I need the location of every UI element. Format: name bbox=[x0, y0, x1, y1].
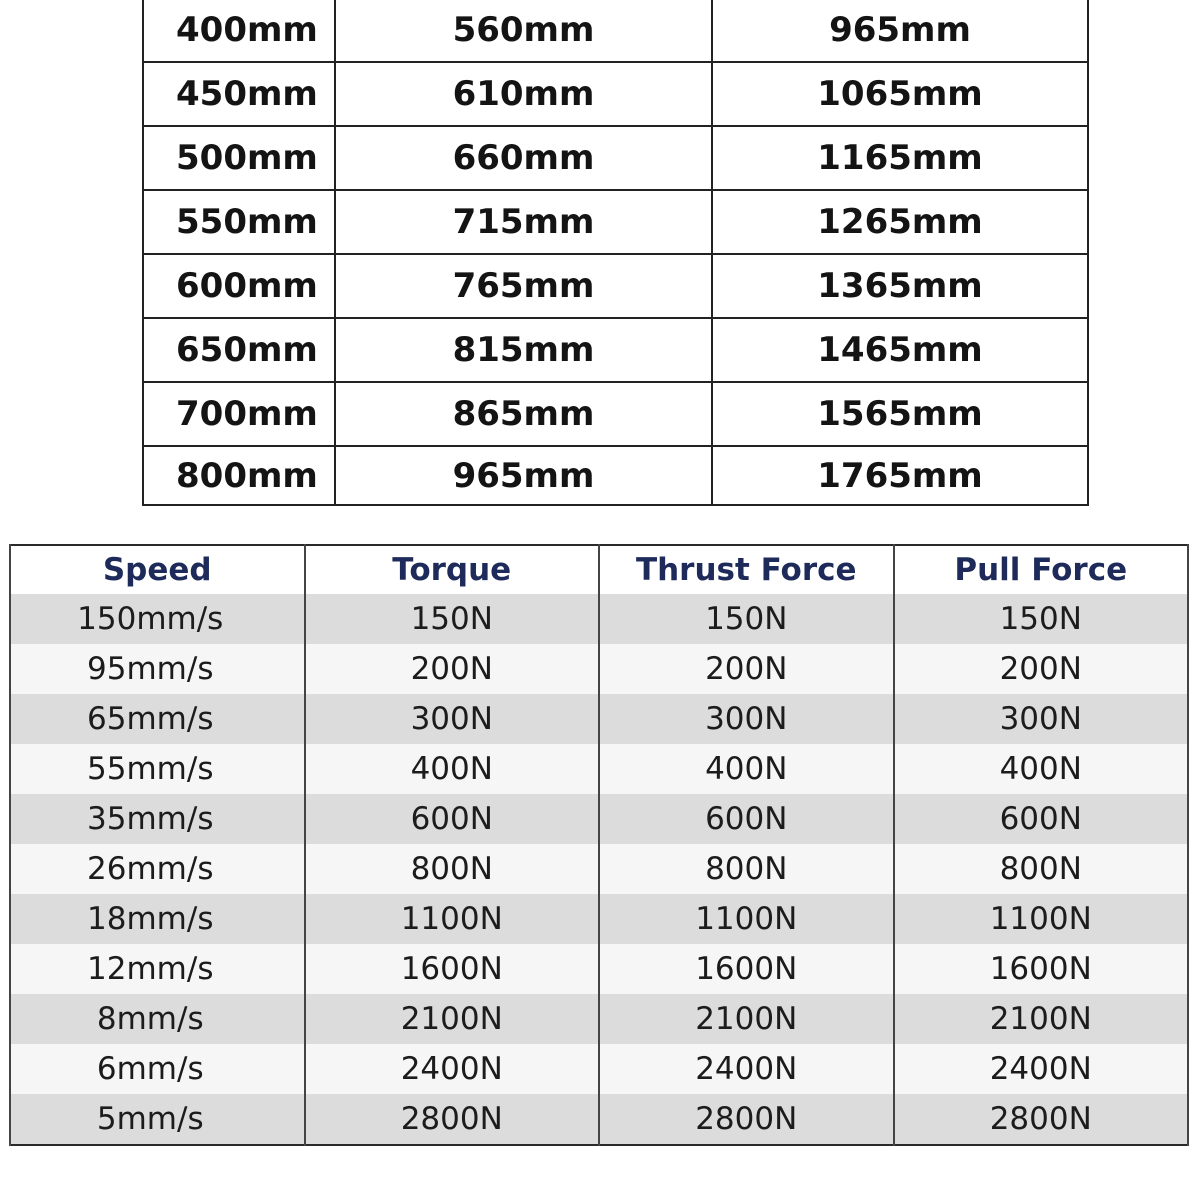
table-cell: 65mm/s bbox=[10, 694, 305, 744]
table-cell: 800N bbox=[894, 844, 1189, 894]
table-cell: 700mm bbox=[143, 382, 335, 446]
table-cell: 26mm/s bbox=[10, 844, 305, 894]
table-row bbox=[143, 318, 1088, 382]
table-cell: 1065mm bbox=[712, 62, 1088, 126]
table-cell: 815mm bbox=[335, 318, 712, 382]
table-cell: 18mm/s bbox=[10, 894, 305, 944]
table-cell: 200N bbox=[599, 644, 894, 694]
table-cell: 1600N bbox=[599, 944, 894, 994]
table-row bbox=[10, 944, 1188, 994]
table-cell: 1165mm bbox=[712, 126, 1088, 190]
table-cell: 200N bbox=[894, 644, 1189, 694]
table-cell: 600N bbox=[305, 794, 600, 844]
header-torque: Torque bbox=[305, 545, 600, 594]
table-cell: 1365mm bbox=[712, 254, 1088, 318]
table-cell: 600N bbox=[894, 794, 1189, 844]
table-cell: 400N bbox=[894, 744, 1189, 794]
table-cell: 600mm bbox=[143, 254, 335, 318]
table-row bbox=[10, 994, 1188, 1044]
table-cell: 150N bbox=[599, 594, 894, 644]
table-row bbox=[143, 62, 1088, 126]
table-cell: 1100N bbox=[599, 894, 894, 944]
table-cell: 2100N bbox=[599, 994, 894, 1044]
table-cell: 300N bbox=[599, 694, 894, 744]
table-row bbox=[143, 382, 1088, 446]
table-cell: 6mm/s bbox=[10, 1044, 305, 1094]
table-cell: 1600N bbox=[305, 944, 600, 994]
table-cell: 965mm bbox=[335, 446, 712, 505]
table-cell: 1600N bbox=[894, 944, 1189, 994]
table-cell: 12mm/s bbox=[10, 944, 305, 994]
table-cell: 1265mm bbox=[712, 190, 1088, 254]
table-row bbox=[143, 0, 1088, 62]
stroke-length-table bbox=[142, 0, 1089, 506]
table-row bbox=[143, 446, 1088, 505]
table-cell: 35mm/s bbox=[10, 794, 305, 844]
table-cell: 1565mm bbox=[712, 382, 1088, 446]
table-cell: 965mm bbox=[712, 0, 1088, 62]
table-cell: 1465mm bbox=[712, 318, 1088, 382]
table-row bbox=[10, 694, 1188, 744]
speed-force-table-body bbox=[10, 594, 1188, 1145]
table-cell: 95mm/s bbox=[10, 644, 305, 694]
speed-force-table bbox=[9, 544, 1189, 1146]
table-cell: 150mm/s bbox=[10, 594, 305, 644]
table-cell: 8mm/s bbox=[10, 994, 305, 1044]
table-cell: 800N bbox=[599, 844, 894, 894]
table-cell: 5mm/s bbox=[10, 1094, 305, 1145]
table-row bbox=[10, 844, 1188, 894]
table-cell: 2800N bbox=[599, 1094, 894, 1145]
table-cell: 400N bbox=[305, 744, 600, 794]
table-cell: 300N bbox=[305, 694, 600, 744]
table-cell: 1100N bbox=[305, 894, 600, 944]
table-row bbox=[10, 644, 1188, 694]
table-cell: 400mm bbox=[143, 0, 335, 62]
speed-force-header-row bbox=[10, 545, 1188, 594]
table-cell: 800mm bbox=[143, 446, 335, 505]
table-cell: 600N bbox=[599, 794, 894, 844]
table-row bbox=[10, 1044, 1188, 1094]
table-row bbox=[143, 126, 1088, 190]
stroke-length-table-body bbox=[143, 0, 1088, 505]
table-row bbox=[10, 1094, 1188, 1145]
table-cell: 650mm bbox=[143, 318, 335, 382]
table-cell: 715mm bbox=[335, 190, 712, 254]
table-cell: 765mm bbox=[335, 254, 712, 318]
table-cell: 150N bbox=[894, 594, 1189, 644]
table-cell: 2400N bbox=[894, 1044, 1189, 1094]
table-cell: 150N bbox=[305, 594, 600, 644]
table-cell: 400N bbox=[599, 744, 894, 794]
table-cell: 2100N bbox=[305, 994, 600, 1044]
table-row bbox=[10, 894, 1188, 944]
table-cell: 55mm/s bbox=[10, 744, 305, 794]
header-thrust-force: Thrust Force bbox=[599, 545, 894, 594]
table-cell: 500mm bbox=[143, 126, 335, 190]
table-cell: 2800N bbox=[894, 1094, 1189, 1145]
table-cell: 450mm bbox=[143, 62, 335, 126]
table-cell: 2100N bbox=[894, 994, 1189, 1044]
table-cell: 550mm bbox=[143, 190, 335, 254]
table-cell: 660mm bbox=[335, 126, 712, 190]
table-cell: 2400N bbox=[599, 1044, 894, 1094]
table-cell: 300N bbox=[894, 694, 1189, 744]
table-cell: 1765mm bbox=[712, 446, 1088, 505]
table-cell: 200N bbox=[305, 644, 600, 694]
table-cell: 865mm bbox=[335, 382, 712, 446]
table-cell: 610mm bbox=[335, 62, 712, 126]
table-cell: 1100N bbox=[894, 894, 1189, 944]
table-row bbox=[10, 594, 1188, 644]
table-row bbox=[143, 254, 1088, 318]
table-cell: 560mm bbox=[335, 0, 712, 62]
table-cell: 800N bbox=[305, 844, 600, 894]
table-row bbox=[10, 744, 1188, 794]
table-cell: 2400N bbox=[305, 1044, 600, 1094]
table-cell: 2800N bbox=[305, 1094, 600, 1145]
table-row bbox=[143, 190, 1088, 254]
header-speed: Speed bbox=[10, 545, 305, 594]
header-pull-force: Pull Force bbox=[894, 545, 1189, 594]
table-row bbox=[10, 794, 1188, 844]
